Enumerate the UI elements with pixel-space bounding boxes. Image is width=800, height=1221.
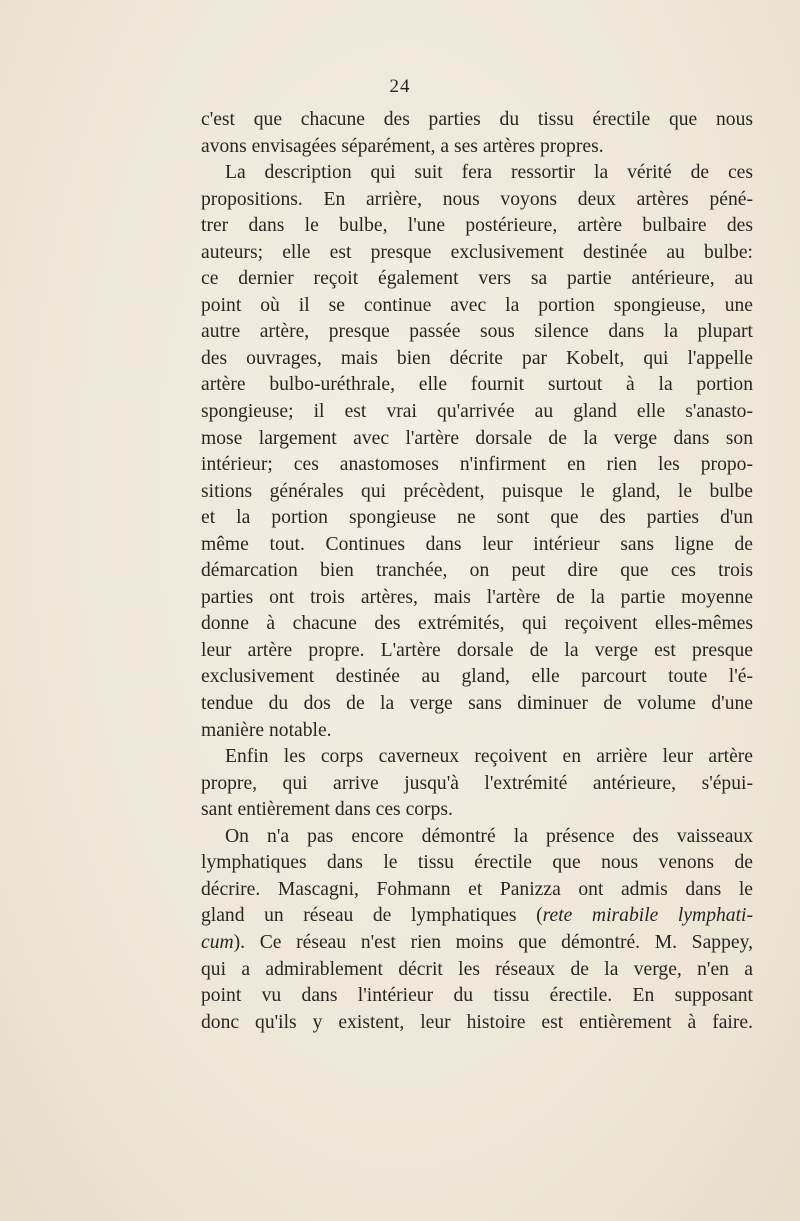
text-line — [201, 293, 753, 320]
text-line — [201, 1010, 753, 1037]
text-line — [201, 399, 753, 426]
text-line — [201, 691, 753, 718]
text-line-content: trer dans le bulbe, l'une postérieure, artère bulbaire des — [201, 215, 753, 237]
text-line — [201, 930, 753, 957]
text-line-content: On n'a pas encore démontré la présence des vaisseaux — [225, 825, 753, 847]
text-line — [201, 744, 753, 771]
text-line-content: leur artère propre. L'artère dorsale de la verge est presque — [201, 639, 753, 661]
text-line-content: et la portion spongieuse ne sont que des parties d'un — [201, 507, 753, 529]
text-line — [201, 479, 753, 506]
text-line-content: intérieur; ces anastomoses n'infirment en rien les propo- — [201, 454, 753, 476]
body-text — [201, 107, 753, 1036]
text-line — [201, 718, 753, 745]
page-number: 24 — [389, 76, 411, 97]
text-line-content: parties ont trois artères, mais l'artère de la partie moyenne — [201, 586, 753, 608]
text-line-content: démarcation bien tranchée, on peut dire que ces trois — [201, 560, 753, 582]
text-line — [201, 187, 753, 214]
text-line — [201, 771, 753, 798]
text-line — [201, 160, 753, 187]
text-line — [201, 797, 753, 824]
text-line — [201, 346, 753, 373]
text-line — [201, 877, 753, 904]
text-line — [201, 957, 753, 984]
text-line-content: Enfin les corps caverneux reçoivent en arrière leur artère — [225, 746, 753, 768]
text-line — [201, 611, 753, 638]
text-line — [201, 585, 753, 612]
text-line-content: artère bulbo-uréthrale, elle fournit surtout à la portion — [201, 374, 753, 396]
text-line-content: propre, qui arrive jusqu'à l'extrémité antérieure, s'épui- — [201, 772, 753, 794]
text-line — [201, 558, 753, 585]
text-line-content: manière notable. — [201, 719, 332, 741]
text-line-content: gland un réseau de lymphatiques ( — [201, 905, 543, 927]
text-line-content: autre artère, presque passée sous silence dans la plupart — [201, 321, 753, 343]
text-line — [201, 638, 753, 665]
text-line — [201, 319, 753, 346]
text-line-content: même tout. Continues dans leur intérieur sans ligne de — [201, 533, 753, 555]
text-line-content: donc qu'ils y existent, leur histoire est entièrement à faire. — [201, 1011, 753, 1033]
text-line — [201, 903, 753, 930]
text-line-content: tendue du dos de la verge sans diminuer de volume d'une — [201, 693, 753, 715]
text-line-content: c'est que chacune des parties du tissu érectile que nous — [201, 109, 753, 130]
text-line-content: exclusivement destinée au gland, elle parcourt toute l'é- — [201, 666, 753, 688]
text-line-continuation: ). Ce réseau n'est rien moins que démontré. M. Sappey, — [233, 931, 753, 953]
text-line-content: sant entièrement dans ces corps. — [201, 799, 453, 821]
text-line-content: ce dernier reçoit également vers sa partie antérieure, au — [201, 268, 753, 290]
text-line — [201, 505, 753, 532]
text-line — [201, 532, 753, 559]
text-line-content: point vu dans l'intérieur du tissu érectile. En supposant — [201, 985, 753, 1007]
text-line-content: sitions générales qui précèdent, puisque le gland, le bulbe — [201, 480, 753, 502]
text-line — [201, 824, 753, 851]
text-line-content: auteurs; elle est presque exclusivement destinée au bulbe: — [201, 241, 753, 263]
text-line — [201, 372, 753, 399]
text-line — [201, 664, 753, 691]
italic-text: rete mirabile lymphati- — [542, 905, 753, 927]
text-line-content: point où il se continue avec la portion spongieuse, une — [201, 294, 753, 316]
text-line — [201, 452, 753, 479]
text-line — [201, 107, 753, 134]
text-line-content: lymphatiques dans le tissu érectile que nous venons de — [201, 852, 753, 874]
text-line-content: La description qui suit fera ressortir la vérité de ces — [225, 162, 753, 184]
text-line-content: qui a admirablement décrit les réseaux de la verge, n'en a — [201, 958, 753, 980]
text-line — [201, 213, 753, 240]
text-line — [201, 426, 753, 453]
text-line-content: propositions. En arrière, nous voyons deux artères péné- — [201, 188, 753, 210]
text-line — [201, 134, 753, 161]
text-line-content: avons envisagées séparément, a ses artères propres. — [201, 135, 604, 157]
text-line — [201, 266, 753, 293]
text-line-content: mose largement avec l'artère dorsale de la verge dans son — [201, 427, 753, 449]
italic-text: cum — [201, 931, 234, 953]
text-line-content: des ouvrages, mais bien décrite par Kobelt, qui l'appelle — [201, 347, 753, 369]
text-line — [201, 850, 753, 877]
text-line-content: donne à chacune des extrémités, qui reçoivent elles-mêmes — [201, 613, 753, 635]
text-line — [201, 983, 753, 1010]
text-line — [201, 240, 753, 267]
text-line-content: spongieuse; il est vrai qu'arrivée au gland elle s'anasto- — [201, 401, 753, 423]
text-line-content: décrire. Mascagni, Fohmann et Panizza ont admis dans le — [201, 878, 753, 900]
